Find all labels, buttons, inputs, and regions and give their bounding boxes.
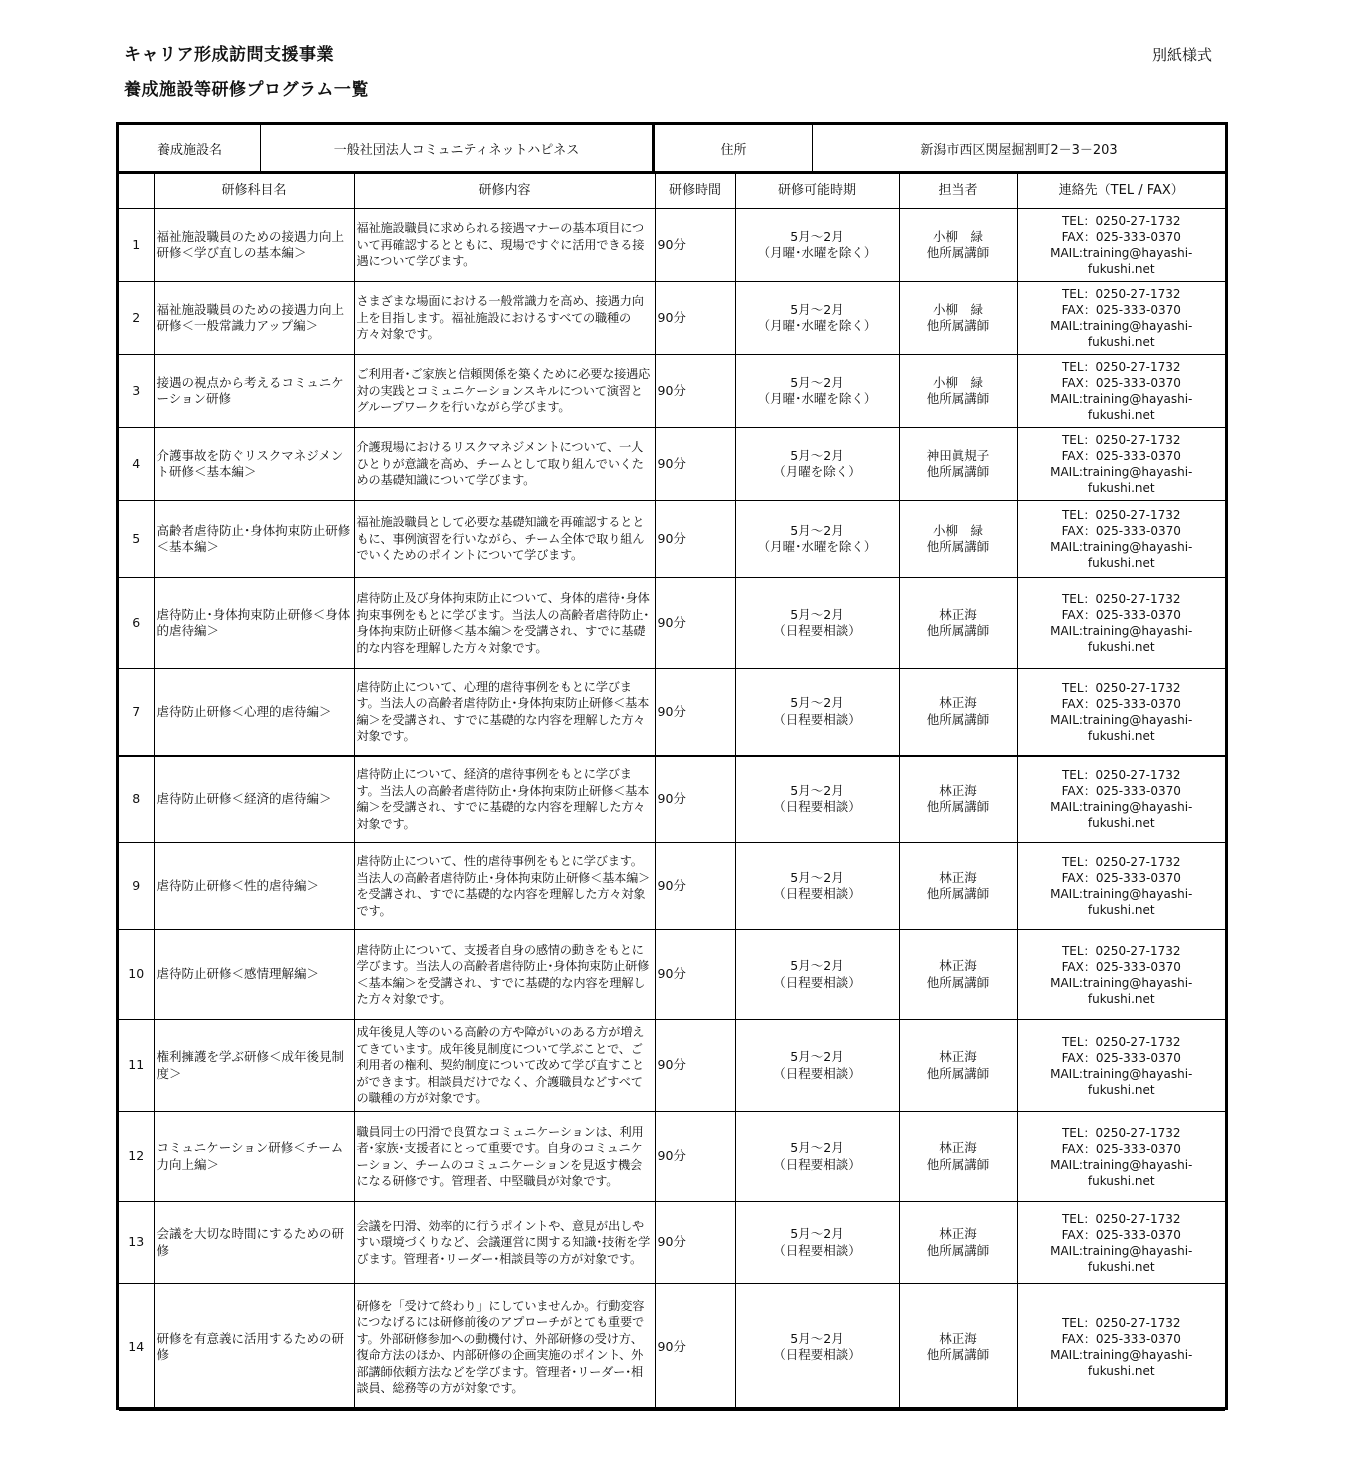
program-period	[735, 843, 899, 930]
program-number: 1	[119, 209, 154, 282]
program-period	[735, 1284, 899, 1411]
program-table	[119, 174, 1225, 1411]
contact-tel: TEL：0250-27-1732	[1061, 680, 1181, 695]
program-number: 3	[119, 355, 154, 428]
program-subject: 接遇の視点から考えるコミュニケーション研修	[154, 355, 354, 428]
period-range: 5月～2月	[790, 695, 844, 711]
program-period	[735, 1112, 899, 1202]
program-period	[735, 578, 899, 669]
program-contact	[1017, 355, 1225, 428]
document-title: キャリア形成訪問支援事業	[124, 45, 334, 65]
program-time: 90分	[655, 930, 735, 1020]
program-contact	[1017, 930, 1225, 1020]
facility-name-label: 養成施設名	[119, 125, 261, 171]
program-contact	[1017, 669, 1225, 756]
program-subject: 虐待防止研修＜心理的虐待編＞	[154, 669, 354, 756]
program-number: 8	[119, 756, 154, 843]
program-row	[119, 669, 1225, 756]
contact-mail-domain: fukushi.net	[1087, 335, 1155, 349]
program-row	[119, 209, 1225, 282]
contact-mail: MAIL:training@hayashi-	[1050, 1157, 1193, 1172]
program-number: 7	[119, 669, 154, 756]
program-content: 介護現場におけるリスクマネジメントについて、一人ひとりが意識を高め、チームとして取り組んでいくための基礎知識について学びます。	[354, 428, 655, 501]
program-time: 90分	[655, 1202, 735, 1284]
contact-mail: MAIL:training@hayashi-	[1050, 975, 1193, 990]
contact-mail: MAIL:training@hayashi-	[1050, 319, 1193, 333]
person-note: 他所属講師	[926, 318, 990, 333]
program-contact	[1017, 1284, 1225, 1411]
program-time: 90分	[655, 756, 735, 843]
program-number: 4	[119, 428, 154, 501]
person-name: 林正海	[939, 958, 977, 973]
period-note: （日程要相談）	[773, 886, 861, 901]
program-number: 6	[119, 578, 154, 669]
program-row	[119, 355, 1225, 428]
program-row	[119, 1020, 1225, 1112]
program-number: 9	[119, 843, 154, 930]
program-person	[899, 669, 1017, 756]
program-number: 12	[119, 1112, 154, 1202]
period-range: 5月～2月	[790, 869, 844, 885]
contact-mail: MAIL:training@hayashi-	[1050, 392, 1193, 406]
program-contact	[1017, 209, 1225, 282]
contact-tel: TEL：0250-27-1732	[1061, 1034, 1181, 1049]
period-range: 5月～2月	[790, 447, 844, 463]
contact-mail-domain: fukushi.net	[1087, 903, 1155, 917]
contact-mail: MAIL:training@hayashi-	[1050, 1243, 1193, 1258]
person-name: 林正海	[939, 869, 977, 885]
person-name: 小柳 緑	[932, 228, 983, 244]
contact-mail: MAIL:training@hayashi-	[1050, 624, 1193, 638]
program-content: 福祉施設職員として必要な基礎知識を再確認するとともに、事例演習を行いながら、チーム全体で取り組んでいくためのポイントについて学びます。	[354, 501, 655, 578]
col-contact-header: 連絡先（TEL / FAX）	[1017, 174, 1225, 209]
program-time: 90分	[655, 209, 735, 282]
period-range: 5月～2月	[790, 1226, 844, 1241]
col-time-header: 研修時間	[655, 174, 735, 209]
contact-mail-domain: fukushi.net	[1087, 816, 1155, 831]
period-note: （日程要相談）	[773, 799, 861, 815]
person-note: 他所属講師	[926, 711, 990, 727]
program-person	[899, 355, 1017, 428]
contact-mail: MAIL:training@hayashi-	[1050, 246, 1193, 260]
program-person	[899, 282, 1017, 355]
contact-fax: FAX：025-333-0370	[1061, 303, 1181, 317]
program-content: 職員同士の円滑で良質なコミュニケーションは、利用者･家族･支援者にとって重要です。自身のコミュニケーション、チームのコミュニケーションを見返す機会になる研修です。管理者、中堅職員が対象です。	[354, 1112, 655, 1202]
program-time: 90分	[655, 669, 735, 756]
period-range: 5月～2月	[790, 1330, 844, 1346]
person-note: 他所属講師	[926, 974, 990, 990]
contact-mail-domain: fukushi.net	[1087, 408, 1155, 422]
program-contact	[1017, 282, 1225, 355]
col-content-header: 研修内容	[354, 174, 655, 209]
contact-fax: FAX：025-333-0370	[1061, 608, 1181, 622]
contact-mail: MAIL:training@hayashi-	[1050, 887, 1193, 901]
program-person	[899, 209, 1017, 282]
program-row	[119, 428, 1225, 501]
program-period	[735, 756, 899, 843]
period-note: （日程要相談）	[773, 974, 861, 990]
person-note: 他所属講師	[926, 539, 990, 554]
person-note: 他所属講師	[926, 1242, 990, 1258]
person-note: 他所属講師	[926, 1156, 990, 1172]
program-period	[735, 355, 899, 428]
period-note: （月曜･水曜を除く）	[757, 391, 877, 406]
period-note: （月曜を除く）	[773, 464, 861, 479]
program-subject: 虐待防止･身体拘束防止研修＜身体的虐待編＞	[154, 578, 354, 669]
person-name: 林正海	[939, 695, 977, 711]
person-name: 林正海	[939, 606, 977, 622]
contact-mail: MAIL:training@hayashi-	[1050, 465, 1193, 479]
period-range: 5月～2月	[790, 606, 844, 622]
program-person	[899, 930, 1017, 1020]
program-content: 虐待防止について、性的虐待事例をもとに学びます。当法人の高齢者虐待防止･身体拘束防止研修＜基本編＞を受講され、すでに基礎的な内容を理解した方々対象です。	[354, 843, 655, 930]
program-time: 90分	[655, 428, 735, 501]
period-note: （日程要相談）	[773, 1347, 861, 1362]
person-note: 他所属講師	[926, 623, 990, 638]
person-name: 神田眞規子	[926, 447, 990, 463]
program-subject: 虐待防止研修＜感情理解編＞	[154, 930, 354, 1020]
person-name: 林正海	[939, 782, 977, 798]
contact-tel: TEL：0250-27-1732	[1061, 592, 1181, 606]
period-note: （月曜･水曜を除く）	[757, 318, 877, 333]
col-subject-header: 研修科目名	[154, 174, 354, 209]
contact-fax: FAX：025-333-0370	[1061, 376, 1181, 390]
program-period	[735, 282, 899, 355]
contact-tel: TEL：0250-27-1732	[1061, 1211, 1181, 1226]
address-label: 住所	[655, 125, 813, 171]
program-number: 2	[119, 282, 154, 355]
program-content: 虐待防止及び身体拘束防止について、身体的虐待･身体拘束事例をもとに学びます。当法人の高齢者虐待防止･身体拘束防止研修＜基本編＞を受講され、すでに基礎的な内容を理解した方々対象です。	[354, 578, 655, 669]
contact-mail-domain: fukushi.net	[1087, 556, 1155, 570]
program-row	[119, 578, 1225, 669]
program-number: 10	[119, 930, 154, 1020]
period-note: （日程要相談）	[773, 711, 861, 727]
program-subject: 研修を有意義に活用するための研修	[154, 1284, 354, 1411]
program-row	[119, 756, 1225, 843]
program-number: 14	[119, 1284, 154, 1411]
contact-mail: MAIL:training@hayashi-	[1050, 712, 1193, 727]
person-name: 小柳 緑	[932, 374, 983, 390]
program-row	[119, 1112, 1225, 1202]
person-note: 他所属講師	[926, 245, 990, 260]
program-time: 90分	[655, 1284, 735, 1411]
person-name: 小柳 緑	[932, 522, 983, 538]
person-note: 他所属講師	[926, 886, 990, 901]
contact-fax: FAX：025-333-0370	[1061, 524, 1181, 538]
program-person	[899, 501, 1017, 578]
program-time: 90分	[655, 355, 735, 428]
contact-mail-domain: fukushi.net	[1087, 1259, 1155, 1274]
program-time: 90分	[655, 1020, 735, 1112]
facility-name-value: 一般社団法人コミュニティネットハピネス	[261, 125, 655, 171]
program-contact	[1017, 843, 1225, 930]
facility-info-row	[119, 125, 1225, 174]
program-person	[899, 1112, 1017, 1202]
contact-fax: FAX：025-333-0370	[1061, 449, 1181, 463]
contact-mail-domain: fukushi.net	[1087, 991, 1155, 1006]
program-subject: 権利擁護を学ぶ研修＜成年後見制度＞	[154, 1020, 354, 1112]
contact-tel: TEL：0250-27-1732	[1061, 287, 1181, 301]
contact-mail-domain: fukushi.net	[1087, 1173, 1155, 1188]
program-subject: コミュニケーション研修＜チーム力向上編＞	[154, 1112, 354, 1202]
program-content: 虐待防止について、経済的虐待事例をもとに学びます。当法人の高齢者虐待防止･身体拘束防止研修＜基本編＞を受講され、すでに基礎的な内容を理解した方々対象です。	[354, 756, 655, 843]
col-no-header	[119, 174, 154, 209]
period-range: 5月～2月	[790, 958, 844, 973]
contact-mail: MAIL:training@hayashi-	[1050, 1348, 1193, 1362]
contact-tel: TEL：0250-27-1732	[1061, 943, 1181, 958]
program-content: 福祉施設職員に求められる接遇マナーの基本項目について再確認するとともに、現場ですぐに活用できる接遇について学びます。	[354, 209, 655, 282]
contact-fax: FAX：025-333-0370	[1061, 784, 1181, 799]
contact-fax: FAX：025-333-0370	[1061, 959, 1181, 974]
program-contact	[1017, 1202, 1225, 1284]
period-range: 5月～2月	[790, 301, 844, 317]
program-subject: 虐待防止研修＜性的虐待編＞	[154, 843, 354, 930]
program-number: 13	[119, 1202, 154, 1284]
contact-mail: MAIL:training@hayashi-	[1050, 800, 1193, 815]
col-period-header: 研修可能時期	[735, 174, 899, 209]
program-contact	[1017, 501, 1225, 578]
period-note: （日程要相談）	[773, 1242, 861, 1258]
program-content: 虐待防止について、支援者自身の感情の動きをもとに学びます。当法人の高齢者虐待防止･身体拘束防止研修＜基本編＞を受講され、すでに基礎的な内容を理解した方々対象です。	[354, 930, 655, 1020]
person-name: 林正海	[939, 1330, 977, 1346]
period-note: （月曜･水曜を除く）	[757, 539, 877, 554]
contact-mail-domain: fukushi.net	[1087, 640, 1155, 654]
program-row	[119, 843, 1225, 930]
contact-fax: FAX：025-333-0370	[1061, 1050, 1181, 1065]
program-person	[899, 428, 1017, 501]
period-range: 5月～2月	[790, 1049, 844, 1064]
person-name: 林正海	[939, 1140, 977, 1155]
contact-mail-domain: fukushi.net	[1087, 262, 1155, 276]
program-subject: 虐待防止研修＜経済的虐待編＞	[154, 756, 354, 843]
program-period	[735, 669, 899, 756]
program-contact	[1017, 756, 1225, 843]
person-note: 他所属講師	[926, 464, 990, 479]
person-note: 他所属講師	[926, 799, 990, 815]
period-range: 5月～2月	[790, 374, 844, 390]
program-content: 成年後見人等のいる高齢の方や障がいのある方が増えてきています。成年後見制度について学ぶことで、ご利用者の権利、契約制度について改めて学び直すことができます。相談員だけでなく、介護職員などすべての職種の方が対象です。	[354, 1020, 655, 1112]
person-note: 他所属講師	[926, 391, 990, 406]
contact-fax: FAX：025-333-0370	[1061, 696, 1181, 711]
program-row	[119, 1202, 1225, 1284]
period-note: （日程要相談）	[773, 1156, 861, 1172]
contact-mail-domain: fukushi.net	[1087, 728, 1155, 743]
col-person-header: 担当者	[899, 174, 1017, 209]
program-person	[899, 1202, 1017, 1284]
program-contact	[1017, 1112, 1225, 1202]
contact-tel: TEL：0250-27-1732	[1061, 508, 1181, 522]
program-content: 研修を「受けて終わり」にしていませんか。行動変容につなげるには研修前後のアプローチがとても重要です。外部研修参加への動機付け、外部研修の受け方、復命方法のほか、内部研修の企画実施のポイント、外部講師依頼方法などを学びます。管理者･リーダー･相談員、総務等の方が対象です。	[354, 1284, 655, 1411]
person-name: 林正海	[939, 1049, 977, 1064]
program-content: 会議を円滑、効率的に行うポイントや、意見が出しやすい環境づくりなど、会議運営に関する知識･技術を学びます。管理者･リーダー･相談員等の方が対象です。	[354, 1202, 655, 1284]
program-person	[899, 843, 1017, 930]
program-person	[899, 1284, 1017, 1411]
program-period	[735, 930, 899, 1020]
contact-fax: FAX：025-333-0370	[1061, 1227, 1181, 1242]
program-subject: 介護事故を防ぐリスクマネジメント研修＜基本編＞	[154, 428, 354, 501]
program-time: 90分	[655, 1112, 735, 1202]
contact-fax: FAX：025-333-0370	[1061, 1332, 1181, 1346]
program-period	[735, 501, 899, 578]
contact-tel: TEL：0250-27-1732	[1061, 1316, 1181, 1330]
program-contact	[1017, 1020, 1225, 1112]
period-note: （月曜･水曜を除く）	[757, 245, 877, 260]
program-period	[735, 1202, 899, 1284]
person-name: 林正海	[939, 1226, 977, 1241]
program-person	[899, 578, 1017, 669]
program-contact	[1017, 428, 1225, 501]
program-subject: 会議を大切な時間にするための研修	[154, 1202, 354, 1284]
contact-mail-domain: fukushi.net	[1087, 1364, 1155, 1378]
program-subject: 福祉施設職員のための接遇力向上研修＜一般常識力アップ編＞	[154, 282, 354, 355]
program-time: 90分	[655, 282, 735, 355]
program-time: 90分	[655, 501, 735, 578]
contact-mail: MAIL:training@hayashi-	[1050, 1066, 1193, 1081]
program-period	[735, 428, 899, 501]
contact-tel: TEL：0250-27-1732	[1061, 1125, 1181, 1140]
program-subject: 福祉施設職員のための接遇力向上研修＜学び直しの基本編＞	[154, 209, 354, 282]
document-subtitle: 養成施設等研修プログラム一覧	[124, 80, 369, 100]
contact-tel: TEL：0250-27-1732	[1061, 768, 1181, 783]
program-row	[119, 501, 1225, 578]
period-note: （日程要相談）	[773, 1065, 861, 1081]
period-range: 5月～2月	[790, 782, 844, 798]
period-range: 5月～2月	[790, 228, 844, 244]
contact-tel: TEL：0250-27-1732	[1061, 855, 1181, 869]
contact-fax: FAX：025-333-0370	[1061, 1141, 1181, 1156]
period-range: 5月～2月	[790, 522, 844, 538]
program-row	[119, 930, 1225, 1020]
program-period	[735, 209, 899, 282]
contact-tel: TEL：0250-27-1732	[1061, 360, 1181, 374]
form-label: 別紙様式	[1152, 46, 1213, 64]
contact-fax: FAX：025-333-0370	[1061, 230, 1181, 244]
person-note: 他所属講師	[926, 1347, 990, 1362]
program-subject: 高齢者虐待防止･身体拘束防止研修＜基本編＞	[154, 501, 354, 578]
program-person	[899, 1020, 1017, 1112]
program-person	[899, 756, 1017, 843]
program-content: さまざまな場面における一般常識力を高め、接遇力向上を目指します。福祉施設におけるすべての職種の方々対象です。	[354, 282, 655, 355]
program-period	[735, 1020, 899, 1112]
person-name: 小柳 緑	[932, 301, 983, 317]
period-range: 5月～2月	[790, 1140, 844, 1155]
contact-mail: MAIL:training@hayashi-	[1050, 540, 1193, 554]
program-row	[119, 1284, 1225, 1411]
program-content: 虐待防止について、心理的虐待事例をもとに学びます。当法人の高齢者虐待防止･身体拘束防止研修＜基本編＞を受講され、すでに基礎的な内容を理解した方々対象です。	[354, 669, 655, 756]
address-value: 新潟市西区関屋掘割町2－3－203	[920, 142, 1118, 158]
program-content: ご利用者･ご家族と信頼関係を築くために必要な接遇応対の実践とコミュニケーションスキルについて演習とグループワークを行いながら学びます。	[354, 355, 655, 428]
contact-fax: FAX：025-333-0370	[1061, 871, 1181, 885]
program-time: 90分	[655, 578, 735, 669]
contact-mail-domain: fukushi.net	[1087, 1082, 1155, 1097]
program-number: 5	[119, 501, 154, 578]
table-header-row	[119, 174, 1225, 209]
program-contact	[1017, 578, 1225, 669]
person-note: 他所属講師	[926, 1065, 990, 1081]
program-number: 11	[119, 1020, 154, 1112]
contact-mail-domain: fukushi.net	[1087, 481, 1155, 495]
program-time: 90分	[655, 843, 735, 930]
contact-tel: TEL：0250-27-1732	[1061, 214, 1181, 228]
period-note: （日程要相談）	[773, 623, 861, 638]
contact-tel: TEL：0250-27-1732	[1061, 433, 1181, 447]
program-list-frame	[116, 122, 1228, 1410]
program-row	[119, 282, 1225, 355]
